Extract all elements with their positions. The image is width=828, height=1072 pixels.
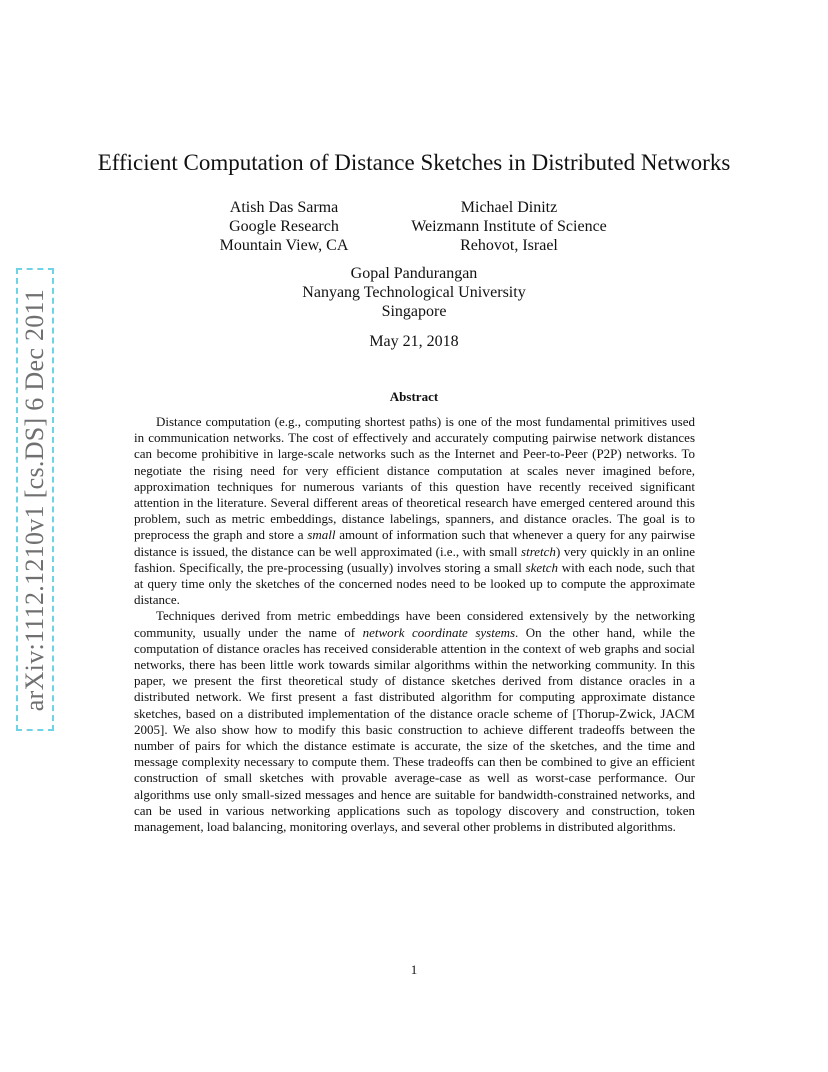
paper-title: Efficient Computation of Distance Sketches in Distributed Networks bbox=[97, 150, 731, 175]
author-affiliation: Weizmann Institute of Science bbox=[411, 218, 607, 235]
author-block-1 bbox=[200, 198, 368, 255]
author-location: Mountain View, CA bbox=[219, 237, 349, 254]
author-name: Michael Dinitz bbox=[460, 199, 558, 216]
author-block-3 bbox=[264, 264, 564, 321]
author-location: Rehovot, Israel bbox=[460, 237, 558, 254]
author-name: Gopal Pandurangan bbox=[350, 265, 478, 282]
abstract-text: ) very quickly in an online fashion. Specifically, the pre-processing (usually) involves storing a small bbox=[134, 543, 695, 575]
author-block-2 bbox=[398, 198, 620, 255]
abstract-body bbox=[134, 414, 695, 835]
abstract-paragraph-1 bbox=[134, 414, 695, 608]
page-number: 1 bbox=[410, 962, 418, 977]
abstract-text: with each node, such that at query time only the sketches of the concerned nodes need to be looked up to compute the approximate distance. bbox=[134, 559, 696, 608]
abstract-emphasis: stretch bbox=[521, 543, 556, 559]
abstract-text: Techniques derived from metric embeddings have been considered extensively by the networking community, usually under the name of bbox=[134, 608, 695, 640]
abstract-text: Distance computation (e.g., computing shortest paths) is one of the most fundamental primitives used in communication networks. The cost of effectively and accurately computing pairwise network distances can become prohibitive in large-scale networks such as the Internet and Peer-to-Peer (P2P) networks. To negotiate the rising need for very efficient distance computation at scales never imagined before, approximation techniques for numerous variants of this question have recently received significant attention in the literature. Several different areas of theoretical research have emerged centered around this problem, such as metric embeddings, distance labelings, spanners, and distance oracles. The goal is to preprocess the graph and store a bbox=[134, 414, 695, 543]
author-location: Singapore bbox=[381, 303, 447, 320]
author-affiliation: Nanyang Technological University bbox=[302, 284, 526, 301]
abstract-heading: Abstract bbox=[389, 389, 439, 404]
arxiv-identifier-text: arXiv:1112.1210v1 [cs.DS] 6 Dec 2011 bbox=[20, 288, 49, 711]
author-affiliation: Google Research bbox=[229, 218, 339, 235]
paper-date: May 21, 2018 bbox=[369, 333, 459, 350]
abstract-text: amount of information such that whenever a query for any pairwise distance is issued, the distance can be well approximated (i.e., with small bbox=[134, 527, 696, 559]
abstract-emphasis: sketch bbox=[525, 559, 559, 575]
author-name: Atish Das Sarma bbox=[229, 199, 339, 216]
abstract-emphasis: network coordinate systems bbox=[362, 624, 516, 640]
abstract-emphasis: small bbox=[307, 527, 336, 543]
abstract-paragraph-2 bbox=[134, 608, 695, 835]
abstract-text: . On the other hand, while the computation of distance oracles has received considerable attention in the context of web graphs and social networks, there has been little work towards similar algorithms within the networking community. In this paper, we present the first theoretical study of distance sketches derived from distance oracles in a distributed network. We first present a fast distributed algorithm for computing approximate distance sketches, based on a distributed implementation of the distance oracle scheme of [Thorup-Zwick, JACM 2005]. We also show how to modify this basic construction to achieve different tradeoffs between the number of pairs for which the distance estimate is accurate, the size of the sketches, and the time and message complexity necessary to compute them. These tradeoffs can then be combined to give an efficient construction of small sketches with provable average-case as well as worst-case performance. Our algorithms use only small-sized messages and hence are suitable for bandwidth-constrained networks, and can be used in various networking applications such as topology discovery and construction, token management, load balancing, monitoring overlays, and several other problems in distributed algorithms. bbox=[134, 624, 696, 835]
